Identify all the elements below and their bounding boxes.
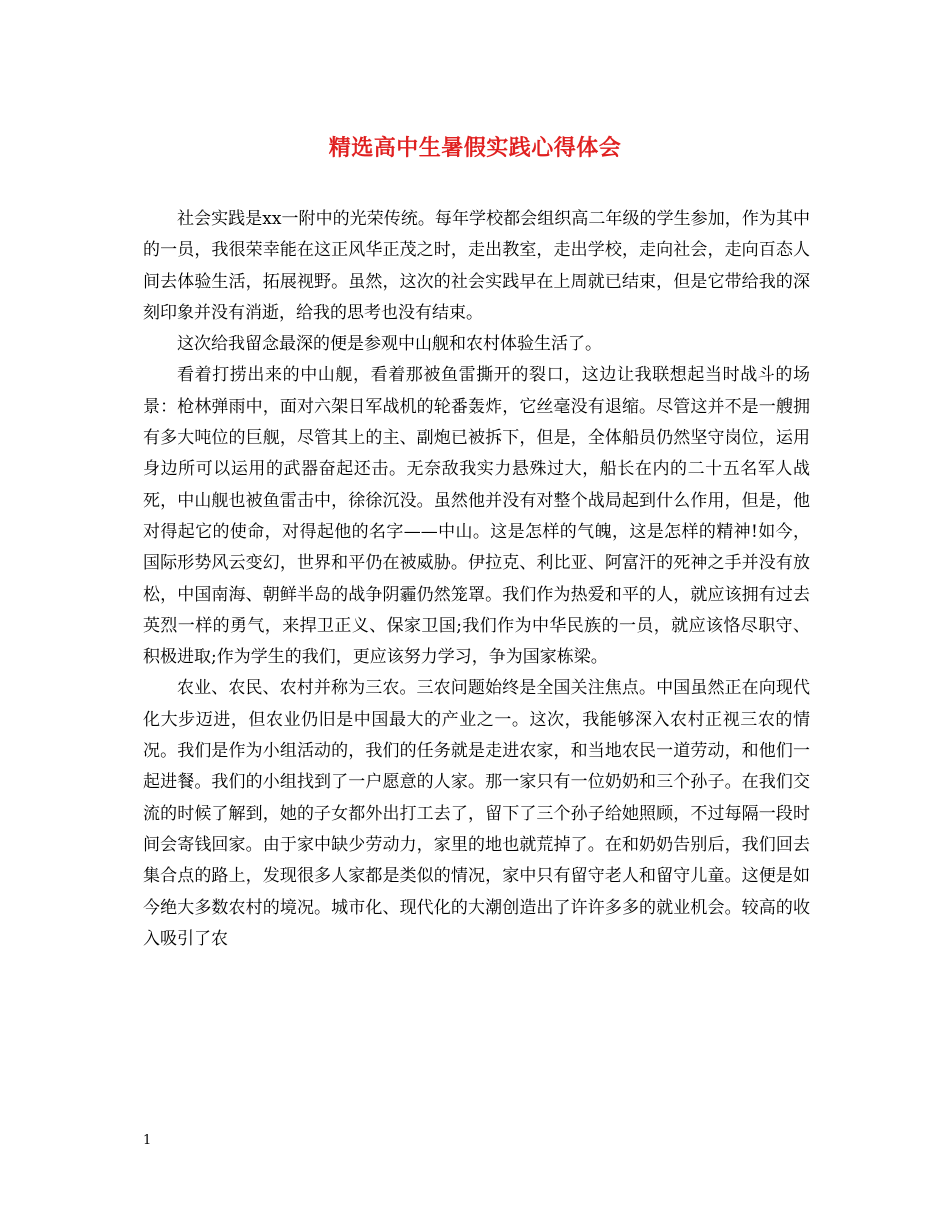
paragraph-3: 看着打捞出来的中山舰，看着那被鱼雷撕开的裂口，这边让我联想起当时战斗的场景：枪林弹雨中，面对六架日军战机的轮番轰炸，它丝毫没有退缩。尽管这并不是一艘拥有多大吨位的巨舰，尽管其上的主、副炮已被拆下，但是，全体船员仍然坚守岗位，运用身边所可以运用的武器奋起还击。无奈敌我实力悬殊过大，船长在内的二十五名军人战死，中山舰也被鱼雷击中，徐徐沉没。虽然他并没有对整个战局起到什么作用，但是，他对得起它的使命，对得起他的名字——中山。这是怎样的气魄，这是怎样的精神!如今，国际形势风云变幻，世界和平仍在被威胁。伊拉克、利比亚、阿富汗的死神之手并没有放松，中国南海、朝鲜半岛的战争阴霾仍然笼罩。我们作为热爱和平的人，就应该拥有过去英烈一样的勇气，来捍卫正义、保家卫国;我们作为中华民族的一员，就应该恪尽职守、积极进取;作为学生的我们，更应该努力学习，争为国家栋梁。: [143, 365, 810, 668]
paragraph-4: 农业、农民、农村并称为三农。三农问题始终是全国关注焦点。中国虽然正在向现代化大步迈进，但农业仍旧是中国最大的产业之一。这次，我能够深入农村正视三农的情况。我们是作为小组活动的，我们的任务就是走进农家，和当地农民一道劳动，和他们一起进餐。我们的小组找到了一户愿意的人家。那一家只有一位奶奶和三个孙子。在我们交流的时候了解到，她的子女都外出打工去了，留下了三个孙子给她照顾，不过每隔一段时间会寄钱回家。由于家中缺少劳动力，家里的地也就荒掉了。在和奶奶告别后，我们回去集合点的路上，发现很多人家都是类似的情况，家中只有留守老人和留守儿童。这便是如今绝大多数农村的境况。城市化、现代化的大潮创造出了许许多多的就业机会。较高的收入吸引了农: [143, 678, 810, 949]
paragraph-1: 社会实践是xx一附中的光荣传统。每年学校都会组织高二年级的学生参加，作为其中的一员，我很荣幸能在这正风华正茂之时，走出教室，走出学校，走向社会，走向百态人间去体验生活，拓展视野。虽然，这次的社会实践早在上周就已结束，但是它带给我的深刻印象并没有消逝，给我的思考也没有结束。: [143, 209, 810, 323]
document-body: [143, 204, 810, 955]
paragraph-2: 这次给我留念最深的便是参观中山舰和农村体验生活了。: [177, 334, 602, 355]
page-number: 1: [143, 1133, 152, 1148]
document-title: 精选高中生暑假实践心得体会: [328, 135, 622, 161]
